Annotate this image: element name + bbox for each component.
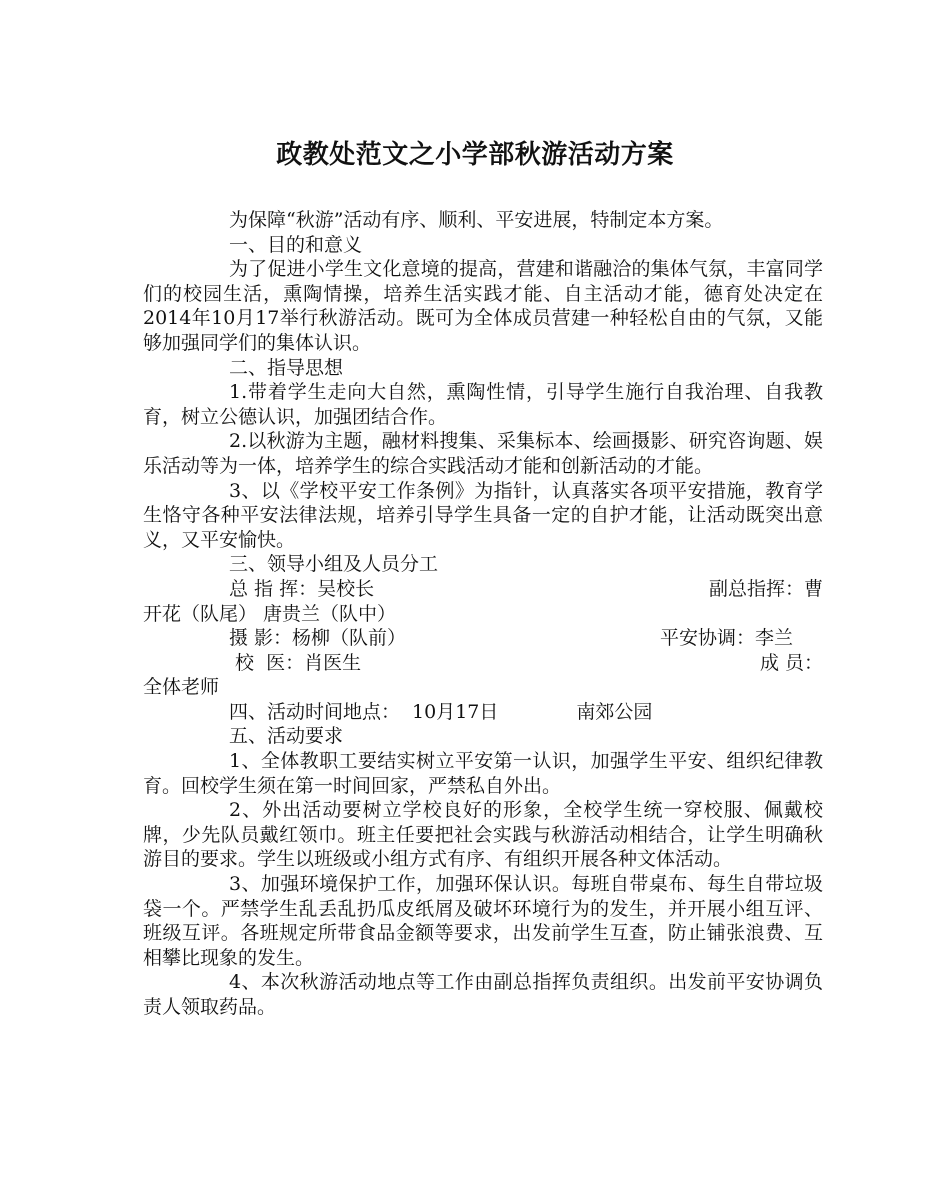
members-cont: 全体老师	[143, 676, 220, 699]
section-4-heading: 四、活动时间地点：	[229, 700, 401, 723]
section-2-item-3: 3、以《学校平安工作条例》为指针，认真落实各项平安措施，教育学生恪守各种平安法律法规，培养引导学生具备一定的自护才能，让活动既突出意义，又平安愉快。	[143, 479, 823, 551]
photographer: 摄 影：杨柳（队前）	[229, 627, 407, 650]
commander: 总 指 挥：吴校长	[229, 577, 375, 600]
staff-row-1	[143, 577, 823, 602]
section-2-heading: 二、指导思想	[229, 356, 344, 379]
school-doctor: 校 医：肖医生	[229, 651, 362, 674]
section-5-item-4: 4、本次秋游活动地点等工作由副总指挥负责组织。出发前平安协调负责人领取药品。	[143, 971, 823, 1018]
members-label: 成 员：	[759, 651, 823, 674]
section-5-item-1: 1、全体教职工要结实树立平安第一认识，加强学生平安、组织纪律教育。回校学生须在第一时间回家，严禁私自外出。	[143, 750, 823, 797]
section-4-line	[143, 700, 823, 725]
section-2-item-2: 2.以秋游为主题，融材料搜集、采集标本、绘画摄影、研究咨询题、娱乐活动等为一体，培养学生的综合实践活动才能和创新活动的才能。	[143, 430, 823, 477]
section-1-text: 为了促进小学生文化意境的提高，营建和谐融洽的集体气氛，丰富同学们的校园生活，熏陶情操，培养生活实践才能、自主活动才能，德育处决定在2014年10月17举行秋游活动。既可为全体成员营建一种轻松自由的气氛，又能够加强同学们的集体认识。	[143, 258, 823, 354]
deputy-commander: 副总指挥：曹	[708, 577, 823, 600]
activity-place: 南郊公园	[576, 700, 653, 723]
section-2-item-1: 1.带着学生走向大自然，熏陶性情，引导学生施行自我治理、自我教育，树立公德认识，加强团结合作。	[143, 381, 823, 428]
safety-coordinator: 平安协调：李兰	[659, 627, 793, 650]
section-5-item-3: 3、加强环境保护工作，加强环保认识。每班自带桌布、每生自带垃圾袋一个。严禁学生乱丢乱扔瓜皮纸屑及破坏环境行为的发生，并开展小组互评、班级互评。各班规定所带食品金额等要求，出发前学生互查，防止铺张浪费、互相攀比现象的发生。	[143, 873, 823, 969]
section-3-heading: 三、领导小组及人员分工	[229, 553, 439, 576]
staff-row-3	[143, 651, 823, 676]
section-5-item-2: 2、外出活动要树立学校良好的形象，全校学生统一穿校服、佩戴校牌，少先队员戴红领巾。班主任要把社会实践与秋游活动相结合，让学生明确秋游目的要求。学生以班级或小组方式有序、有组织开展各种文体活动。	[143, 799, 823, 871]
section-1-heading: 一、目的和意义	[229, 233, 363, 256]
document-body	[143, 208, 823, 1020]
staff-row-2	[143, 626, 823, 651]
activity-date: 10月17日	[412, 700, 499, 723]
section-5-heading: 五、活动要求	[229, 725, 344, 748]
document-title: 政教处范文之小学部秋游活动方案	[276, 140, 674, 170]
deputy-commander-cont: 开花（队尾） 唐贵兰（队中）	[143, 602, 397, 625]
intro-paragraph: 为保障“秋游”活动有序、顺利、平安进展，特制定本方案。	[229, 209, 724, 231]
